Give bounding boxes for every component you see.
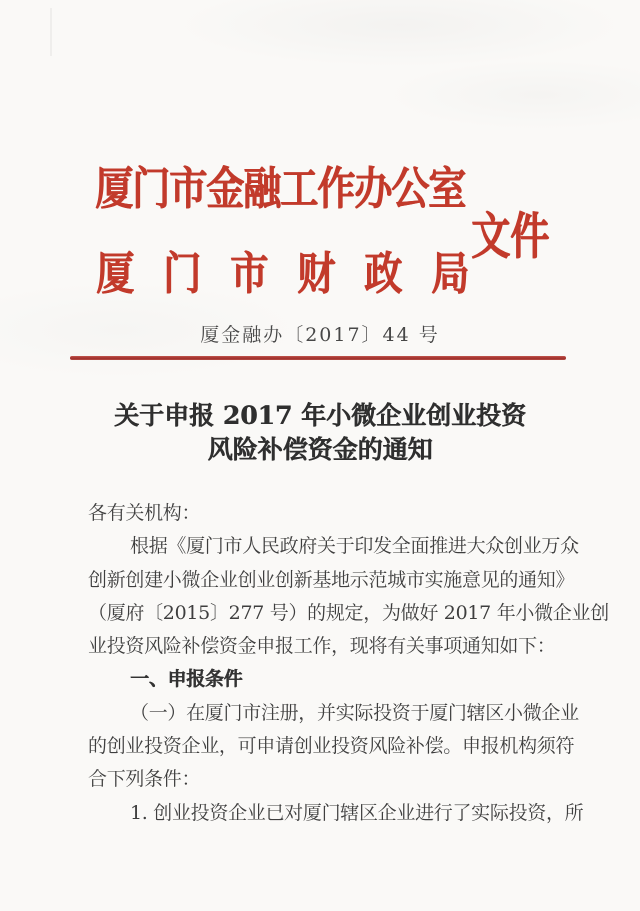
body-line: 根据《厦门市人民政府关于印发全面推进大众创业万众	[130, 535, 579, 558]
section-heading: 一、申报条件	[130, 668, 243, 691]
body-line: 创新创建小微企业创业创新基地示范城市实施意见的通知》	[88, 568, 575, 591]
letterhead-org-line2: 厦门市财政局	[96, 246, 499, 300]
red-divider-line	[70, 356, 566, 360]
body-line: （一）在厦门市注册，并实际投资于厦门辖区小微企业	[130, 701, 579, 724]
doc-number: 厦金融办〔2017〕44 号	[200, 324, 440, 346]
letterhead-doc-type-label: 文件	[471, 207, 550, 267]
body-line: 1. 创业投资企业已对厦门辖区企业进行了实际投资，所	[130, 801, 584, 824]
document-title-line1: 关于申报 2017 年小微企业创业投资	[114, 401, 526, 430]
scan-artifact	[50, 8, 52, 56]
letterhead-org-line1: 厦门市金融工作办公室	[95, 161, 466, 215]
document-body	[88, 497, 609, 830]
body-line: 合下列条件：	[88, 768, 201, 791]
document-title	[0, 399, 640, 467]
body-line: 的创业投资企业，可申请创业投资风险补偿。申报机构须符	[88, 735, 575, 758]
body-line: （厦府〔2015〕277 号）的规定，为做好 2017 年小微企业创	[88, 601, 609, 624]
document-title-line2: 风险补偿资金的通知	[207, 435, 433, 464]
salutation-line: 各有关机构：	[88, 502, 201, 524]
body-line: 业投资风险补偿资金申报工作，现将有关事项通知如下：	[88, 635, 556, 658]
